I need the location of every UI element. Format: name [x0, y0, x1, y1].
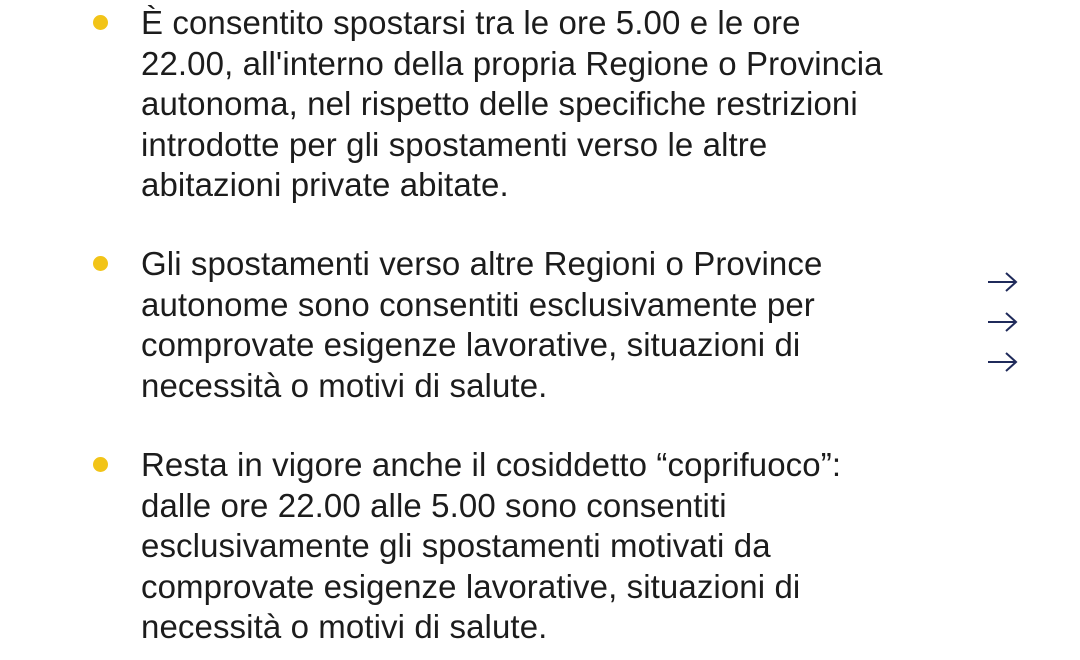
- arrow-right-icon: [985, 350, 1019, 374]
- text-line: dalle ore 22.00 alle 5.00 sono consentiti: [141, 486, 727, 524]
- text-line: È consentito spostarsi tra le ore 5.00 e le ore: [141, 4, 801, 41]
- bullet-dot-icon: [93, 15, 108, 30]
- text-line: necessità o motivi di salute.: [141, 366, 548, 404]
- arrow-group: [985, 270, 1025, 390]
- bullet-dot-icon: [93, 256, 108, 271]
- text-line: Gli spostamenti verso altre Regioni o Province: [141, 245, 823, 282]
- bullet-text: [141, 445, 971, 648]
- bullet-dot-icon: [93, 457, 108, 472]
- text-line: introdotte per gli spostamenti verso le altre: [141, 125, 768, 163]
- text-line: 22.00, all'interno della propria Regione o Provincia: [141, 44, 883, 82]
- text-line: esclusivamente gli spostamenti motivati da: [141, 527, 771, 564]
- bullet-text: [141, 244, 971, 406]
- arrow-right-icon: [985, 310, 1019, 334]
- text-line: comprovate esigenze lavorative, situazioni di: [141, 567, 801, 605]
- bullet-text: [141, 3, 971, 206]
- arrow-right-icon: [985, 270, 1019, 294]
- text-line: autonome sono consentiti esclusivamente per: [141, 285, 815, 323]
- text-line: autonoma, nel rispetto delle specifiche restrizioni: [141, 85, 858, 122]
- text-line: necessità o motivi di salute.: [141, 608, 548, 645]
- text-line: abitazioni private abitate.: [141, 166, 509, 203]
- text-line: comprovate esigenze lavorative, situazioni di: [141, 326, 801, 363]
- text-line: Resta in vigore anche il cosiddetto “coprifuoco”:: [141, 446, 842, 483]
